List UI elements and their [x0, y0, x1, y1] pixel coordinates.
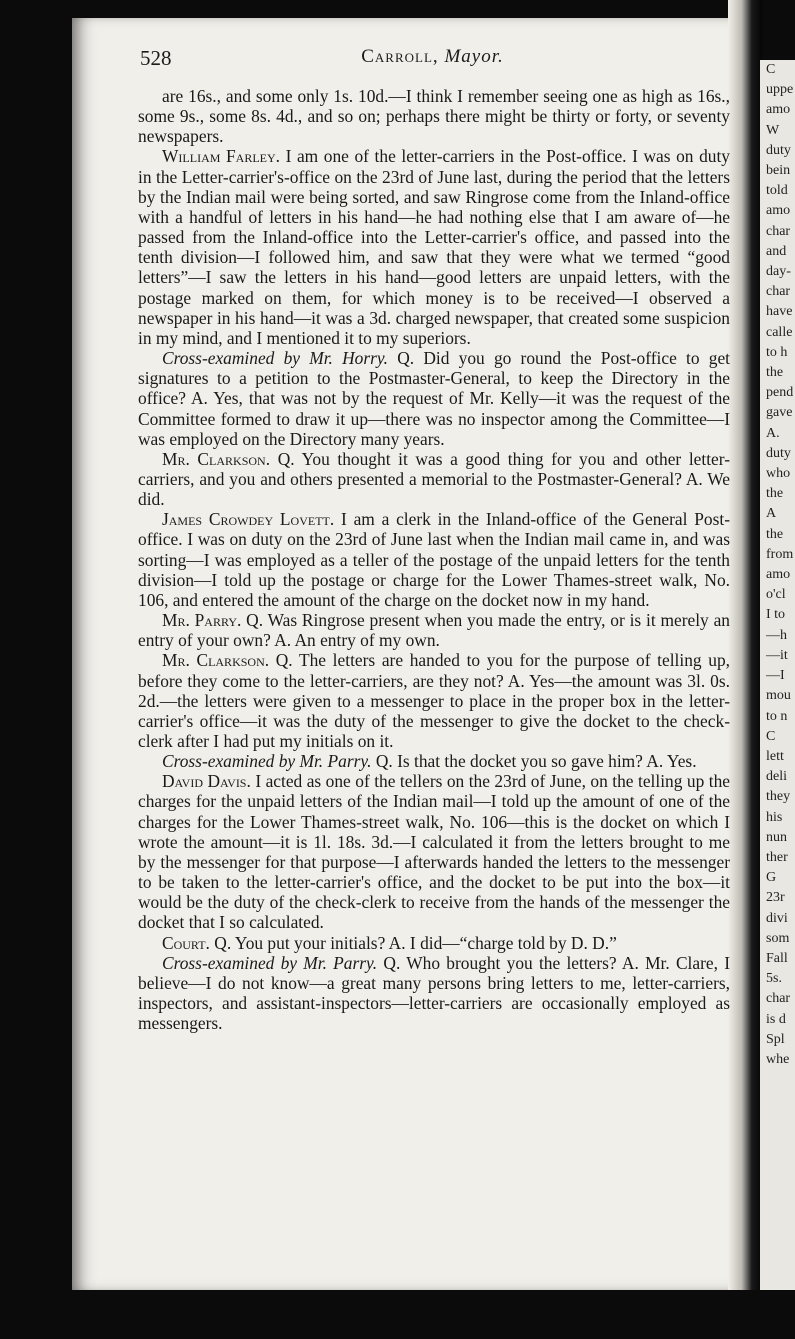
- speaker-name: Mr. Clarkson.: [162, 448, 271, 469]
- facing-page-fragment: char: [766, 284, 791, 300]
- running-head: [140, 46, 725, 68]
- facing-page-fragment: who: [766, 466, 791, 482]
- facing-page-fragment: the: [766, 486, 784, 502]
- facing-page-fragment: W: [766, 122, 780, 138]
- paragraph-text: Q. Is that the docket you so gave him? A. Yes.: [375, 751, 697, 772]
- paragraph-text: I am a clerk in the Inland-office of the General Post-office. I was on duty on the 23rd of June last when the Indian mail came in, and was sorting—I was employed as a teller of the postage of the unpaid letters for the tenth division—I told up the postage or charge for the Lower Thames-street walk, No. 106, and entered the amount of the charge on the docket now in my hand.: [138, 509, 730, 610]
- testimony-paragraph: [138, 953, 730, 1034]
- facing-page-fragment: G: [766, 870, 777, 886]
- testimony-paragraph: [138, 348, 730, 449]
- testimony-paragraph: [138, 751, 730, 771]
- facing-page-edge: [760, 60, 795, 1290]
- testimony-paragraph: [138, 771, 730, 932]
- facing-page-fragment: C: [766, 728, 776, 744]
- speaker-name: Cross-examined by Mr. Parry.: [162, 952, 378, 973]
- paragraph-text: Q. Who brought you the letters? A. Mr. Clare, I believe—I do not know—a great many persons bring letters to me, letter-carriers, inspectors, and assistant-inspectors—letter-carriers are occasionally employed as messengers.: [138, 952, 730, 1034]
- speaker-name: James Crowdey Lovett.: [162, 509, 335, 530]
- facing-page-fragment: nun: [766, 829, 787, 845]
- speaker-name: Court.: [162, 932, 210, 953]
- facing-page-fragment: —it: [766, 647, 788, 663]
- speaker-name: Mr. Parry.: [162, 610, 242, 631]
- page-number: 528: [140, 46, 172, 70]
- running-head-name: Carroll,: [361, 46, 439, 67]
- testimony-paragraph: [138, 449, 730, 509]
- paragraph-text: are 16s., and some only 1s. 10d.—I think I remember seeing one as high as 16s., some 9s., some 8s. 4d., and so on; perhaps there might be thirty or forty, or seventy newspapers.: [138, 86, 730, 147]
- paragraph-text: Q. Was Ringrose present when you made the entry, or is it merely an entry of your own? A. An entry of my own.: [138, 610, 730, 651]
- facing-page-fragment: Spl: [766, 1031, 785, 1047]
- facing-page-fragment: they: [766, 789, 791, 805]
- running-head-title: Mayor.: [444, 46, 504, 67]
- testimony-paragraph: [138, 146, 730, 348]
- facing-page-fragment: duty: [766, 445, 791, 461]
- facing-page-fragment: the: [766, 365, 784, 381]
- facing-page-fragment: 5s.: [766, 971, 782, 987]
- facing-page-fragment: bein: [766, 163, 791, 179]
- body-text: [138, 86, 730, 1033]
- facing-page-fragment: calle: [766, 324, 793, 340]
- paragraph-text: I acted as one of the tellers on the 23rd of June, on the telling up the charges for the unpaid letters of the Indian mail—I told up the amount of one of the charges for the Lower Thames-street walk, No. 106—this is the docket on which I wrote the amount—it is 1l. 18s. 3d.—I calculated it from the letters brought to me by the messenger for that purpose—I afterwards handed the letters to the messenger to be taken to the letter-carrier's office, and the docket to be put into the box—it would be the duty of the check-clerk to receive from the hands of the messenger the docket that I so calculated.: [138, 771, 730, 933]
- testimony-paragraph: [138, 509, 730, 610]
- facing-page-fragment: divi: [766, 910, 788, 926]
- speaker-name: Cross-examined by Mr. Parry.: [162, 751, 372, 772]
- facing-page-fragment: A.: [766, 425, 780, 441]
- facing-page-fragment: and: [766, 243, 787, 259]
- facing-page-fragment: pend: [766, 385, 794, 401]
- facing-page-fragment: —h: [766, 627, 787, 643]
- facing-page-fragment: o'cl: [766, 587, 786, 603]
- facing-page-fragment: gave: [766, 405, 793, 421]
- facing-page-fragment: amo: [766, 102, 791, 118]
- speaker-name: Cross-examined by Mr. Horry.: [162, 348, 389, 369]
- facing-page-fragment: his: [766, 809, 783, 825]
- testimony-paragraph: [138, 610, 730, 650]
- scan-background: [0, 1290, 795, 1339]
- testimony-paragraph: [138, 933, 730, 953]
- facing-page-fragment: I to: [766, 607, 786, 623]
- page-header: [140, 40, 725, 70]
- facing-page-fragment: amo: [766, 203, 791, 219]
- testimony-paragraph: [138, 650, 730, 751]
- facing-page-fragment: ther: [766, 849, 788, 865]
- facing-page-fragment: mou: [766, 688, 791, 704]
- facing-page-fragment: from: [766, 546, 794, 562]
- speaker-name: Mr. Clarkson.: [162, 650, 270, 671]
- facing-page-fragment: amo: [766, 567, 791, 583]
- facing-page-fragment: Fall: [766, 950, 788, 966]
- facing-page-fragment: char: [766, 991, 791, 1007]
- paragraph-text: Q. The letters are handed to you for the purpose of telling up, before they come to the letter-carriers, are they not? A. Yes—the amount was 3l. 0s. 2d.—the letters were given to a messenger to place in the proper box in the letter-carrier's office—it was the duty of the messenger to give the docket to the check-clerk after I had put my initials on it.: [138, 650, 730, 751]
- facing-page-fragment: is d: [766, 1011, 786, 1027]
- facing-page-fragment: have: [766, 304, 793, 320]
- paragraph-text: Q. Did you go round the Post-office to get signatures to a petition to the Postmaster-General, to keep the Directory in the office? A. Yes, that was not by the request of Mr. Kelly—it was the request of the Committee formed to draw it up—there was no inspector among the Committee—I was employed on the Directory many years.: [138, 348, 730, 449]
- facing-page-fragment: told: [766, 183, 788, 199]
- facing-page-fragment: char: [766, 223, 791, 239]
- speaker-name: William Farley.: [162, 146, 280, 167]
- speaker-name: David Davis.: [162, 771, 251, 792]
- facing-page-fragment: deli: [766, 769, 787, 785]
- paragraph-text: Q. You put your initials? A. I did—“charge told by D. D.”: [214, 932, 617, 953]
- paragraph-continuation: [138, 86, 730, 146]
- facing-page-fragment: the: [766, 526, 784, 542]
- facing-page-fragment: som: [766, 930, 790, 946]
- facing-page-fragment: day-: [766, 264, 791, 280]
- facing-page-fragment: C: [766, 62, 776, 77]
- facing-page-fragment: duty: [766, 142, 791, 158]
- paragraph-text: I am one of the letter-carriers in the Post-office. I was on duty in the Letter-carrier's-office on the 23rd of June last, during the period that the letters by the Indian mail were being sorted, and saw Ringrose come from the Inland-office with a handful of letters in his hand—he had nothing else that I am aware of—he passed from the Inland-office into the Letter-carrier's office, and passed into the tenth division—I followed him, and saw that they were what we termed “good letters”—I saw the letters in his hand—good letters are unpaid letters, with the postage marked on them, for which money is to be received—I observed a newspaper in his hand—it was a 3d. charged newspaper, that created some suspicion in my mind, and I mentioned it to my superiors.: [138, 146, 730, 348]
- facing-page-fragment: lett: [766, 748, 784, 764]
- facing-page-fragment: A: [766, 506, 777, 522]
- paragraph-text: Q. You thought it was a good thing for you and other letter-carriers, and you and others presented a memorial to the Postmaster-General? A. We did.: [138, 448, 730, 510]
- facing-page-fragment: uppe: [766, 82, 794, 98]
- facing-page-fragment: to h: [766, 344, 788, 360]
- book-gutter: [728, 0, 762, 1300]
- facing-page-fragment: —I: [766, 668, 785, 684]
- facing-page-fragment: 23r: [766, 890, 785, 906]
- facing-page-fragment: whe: [766, 1051, 790, 1067]
- facing-page-fragment: to n: [766, 708, 788, 724]
